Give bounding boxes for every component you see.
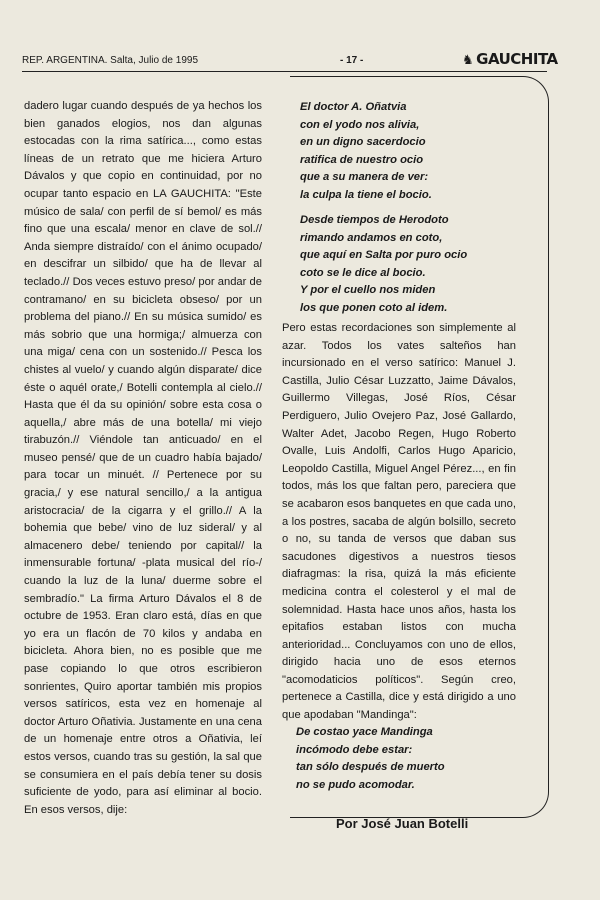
verse-line: coto se le dice al bocio. <box>300 266 426 279</box>
verse-line: la culpa la tiene el bocio. <box>300 188 432 201</box>
column-right-text: Pero estas recordaciones son simplemente al azar. Todos los vates salteños han incursionado en el verso satírico: Manuel J. Castilla, Julio César Luzzatto, Jaime Dávalos, Guillermo Villegas, José Ríos, César Perdiguero, Julio Ovejero Paz, José Gallardo, Walter Adet, Jacobo Regen, Hugo Roberto Ovalle, Luis Andolfi, Carlos Hugo Aparicio, Leopoldo Castilla, Miguel Angel Pérez..., en fin todos, más los que faltan pero, pareciera que se acabaron esos banquetes en que cada uno, a los postres, sacaba de algún bolsillo, secreto o no, su tanda de versos que daban sus sacudones digestivos a nuestros tiesos diafragmas: la risa, quizá la más eficiente medicina contra el colesterol y el mal de solemnidad. Hasta hace unos años, hasta los epitafios estaban listos con mucha anterioridad... Concluyamos con uno de ellos, dirigido hacia uno de esos eternos "acomodaticios políticos". Según creo, pertenece a Castilla, dice y está dirigido a uno que apodaban "Mandinga": <box>282 322 516 722</box>
verse-line: De costao yace Mandinga <box>296 726 433 738</box>
verse-line: El doctor A. Oñatvia <box>300 101 407 113</box>
verse-onativia <box>300 99 516 205</box>
verse-line: incómodo debe estar: <box>296 743 413 756</box>
verse-line: los que ponen coto al idem. <box>300 301 448 314</box>
verse-mandinga <box>296 724 512 794</box>
verse-herodoto <box>300 212 516 318</box>
publication-logo <box>462 50 558 68</box>
verse-line: ratifica de nuestro ocio <box>300 153 424 166</box>
verse-line: que aquí en Salta por puro ocio <box>300 249 468 262</box>
horse-rider-icon: ♞ <box>462 53 474 68</box>
verse-line: Desde tiempos de Herodoto <box>300 214 449 226</box>
logo-text: GAUCHITA <box>476 50 558 68</box>
verse-line: no se pudo acomodar. <box>296 778 415 791</box>
verse-line: con el yodo nos alivia, <box>300 118 420 131</box>
header-rule <box>22 71 547 72</box>
verse-line: que a su manera de ver: <box>300 171 429 184</box>
header-dateline: REP. ARGENTINA. Salta, Julio de 1995 <box>22 55 199 66</box>
verse-line: Y por el cuello nos miden <box>300 284 436 297</box>
page-number: - 17 - <box>340 55 364 66</box>
verse-line: tan sólo después de muerto <box>296 761 445 774</box>
column-right <box>282 320 516 725</box>
column-left <box>24 98 262 819</box>
author-signature: Por José Juan Botelli <box>336 816 469 831</box>
column-left-text: dadero lugar cuando después de ya hechos los bien ganados elogios, nos dan algunas estocadas con la rima satírica..., como estas líneas de un retrato que me hiciera Arturo Dávalos y que copio en continuidad, por no ocupar tanto espacio en LA GAUCHITA: "Este músico de sala/ con perfil de sí bemol/ es más fino que una escala/ menor en clave de sol.// Anda siempre distraído/ con el ánimo ocupado/ en descifrar un silbido/ que ha de llevar al teclado.// Dos veces estuvo preso/ por andar de contramano/ en su bicicleta obseso/ por un problema del piano.// En su música sumido/ es más sobrio que una hormiga;/ almuerza con una miga/ cena con un sostenido.// Pesca los chistes al vuelo/ y cuando algún disparate/ dice éste o aquél orate,/ Botelli contempla al cielo.// Hasta que él da su opinión/ sobre esta cosa o aquella,/ abre más de una botella/ mi viejo tirabuzón.// Viéndole tan anticuado/ en el museo pensé/ que de un cuadro había bajado/ para tocar un minuét. // Pertenece por su gracia,/ y ese natural sencillo,/ a la antigua aristocracia/ de la cigarra y el grillo.// A la bohemia que bebe/ vino de luz sideral/ y al almacenero debe/ teniendo por capital// la inmensurable fortuna/ -plata musical del río-/ cuando la luz de la luna/ duerme sobre el sembradío." La firma Arturo Dávalos el 8 de octubre de 1953. Eran claro está, días en que yo era un flacón de 70 kilos y andaba en bicicleta. Ahora bien, no es posible que me pase copiando lo que otros escribieron sonrientes, Quiro aportar también mis propios versos satíricos, esta vez en homenaje al doctor Arturo Oñativia. Justamente en una cena de un homenaje entre otros a Oñativia, leí estos versos, cuando tras su gestión, la sal que se consumiera en el país debía tener su dosis suficiente de yodo, para así eliminar al bocio. En esos versos, dije: <box>24 100 262 816</box>
verse-line: rimando andamos en coto, <box>300 231 443 244</box>
page-header <box>22 50 558 72</box>
verse-line: en un digno sacerdocio <box>300 136 426 149</box>
